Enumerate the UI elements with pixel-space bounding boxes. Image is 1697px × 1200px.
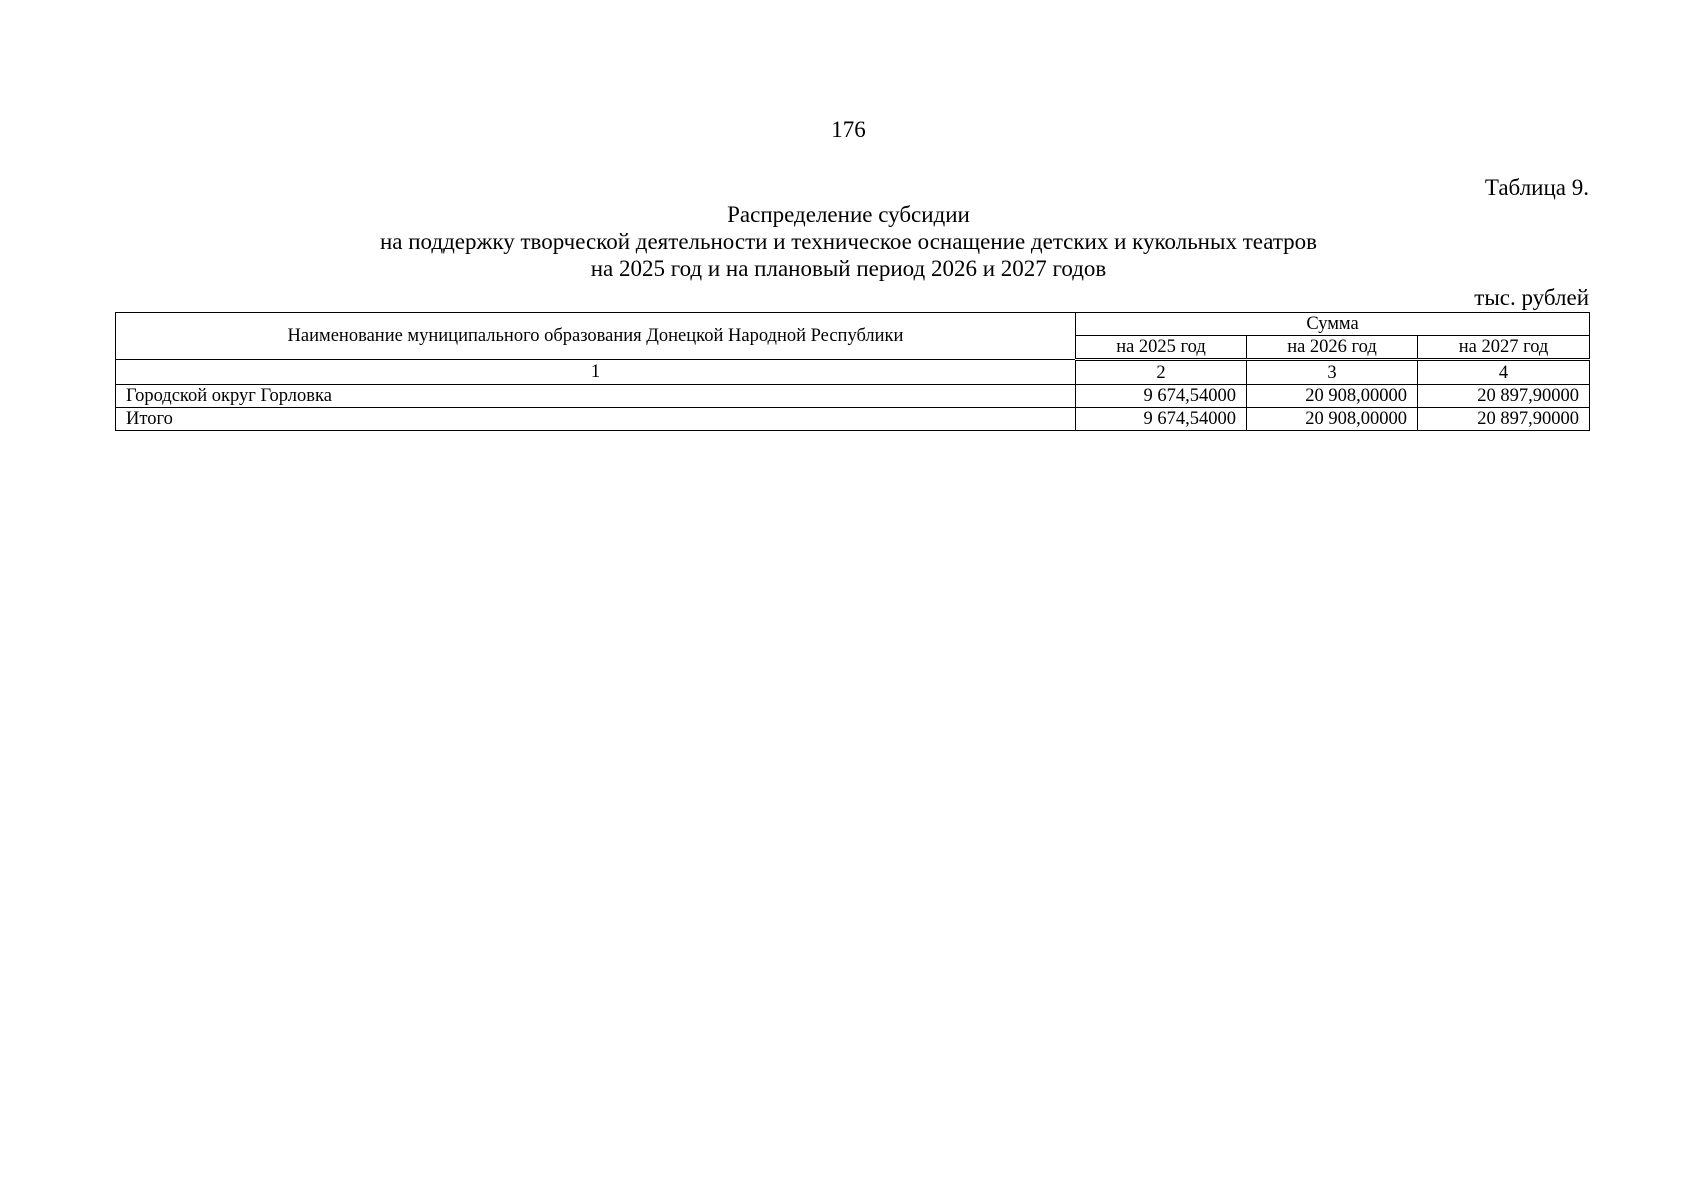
- year-2025-header: на 2025 год: [1076, 336, 1247, 360]
- column-numbering-row: [116, 360, 1590, 385]
- title-line-2: на поддержку творческой деятельности и техническое оснащение детских и кукольных театров: [379, 229, 1318, 254]
- total-2027: 20 897,90000: [1418, 408, 1590, 431]
- units-label: тыс. рублей: [1474, 285, 1589, 310]
- subsidy-distribution-table: [115, 312, 1590, 431]
- title-line-1: Распределение субсидии: [727, 202, 970, 227]
- amount-2026: 20 908,00000: [1247, 385, 1418, 408]
- column-number: 3: [1247, 360, 1418, 385]
- amount-2025: 9 674,54000: [1076, 385, 1247, 408]
- municipality-column-header: Наименование муниципального образования Донецкой Народной Республики: [116, 313, 1076, 360]
- table-total-row: [116, 408, 1590, 431]
- total-2026: 20 908,00000: [1247, 408, 1418, 431]
- document-title: [0, 201, 1697, 282]
- column-number: 2: [1076, 360, 1247, 385]
- municipality-name: Городской округ Горловка: [116, 385, 1076, 408]
- column-number: 1: [116, 360, 1076, 385]
- page-number: 176: [831, 117, 866, 142]
- column-number: 4: [1418, 360, 1590, 385]
- year-2027-header: на 2027 год: [1418, 336, 1590, 360]
- year-2026-header: на 2026 год: [1247, 336, 1418, 360]
- table-row: [116, 385, 1590, 408]
- total-label: Итого: [116, 408, 1076, 431]
- table-label: Таблица 9.: [1484, 175, 1589, 200]
- sum-column-header: Сумма: [1076, 313, 1590, 336]
- total-2025: 9 674,54000: [1076, 408, 1247, 431]
- title-line-3: на 2025 год и на плановый период 2026 и 2027 годов: [590, 256, 1107, 281]
- amount-2027: 20 897,90000: [1418, 385, 1590, 408]
- table-header-row: [116, 313, 1590, 336]
